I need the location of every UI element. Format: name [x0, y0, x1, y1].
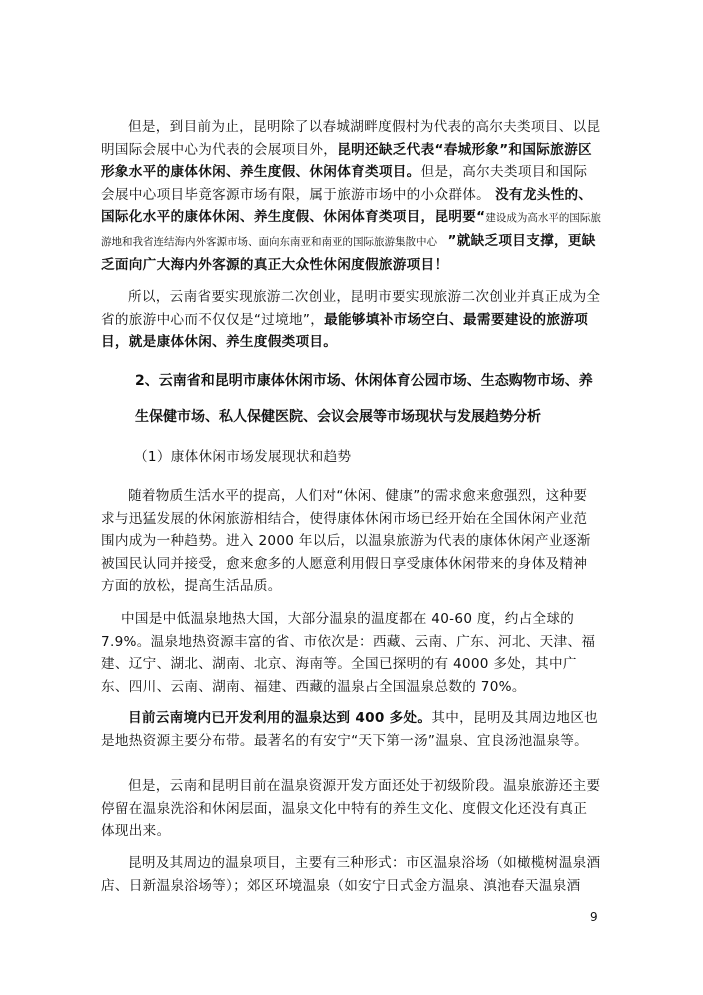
paragraph-7: 昆明及其周边的温泉项目，主要有三种形式：市区温泉浴场（如橄榄树温泉酒店、日新温泉浴场等）；郊区环境温泉（如安宁日式金方温泉、滇池春天温泉酒 [101, 855, 601, 894]
paragraph-2 [101, 286, 601, 354]
section-heading [101, 363, 621, 435]
p2-bold: 最能够填补市场空白、最需要建设的旅游项目，就是康体休闲、养生度假类项目。 [101, 311, 589, 351]
p1-bold-1: 昆明还缺乏代表“春城形象”和国际旅游区形象水平的康体休闲、养生度假、休闲体育类项目。 [101, 141, 592, 181]
p2-text: 所以，云南省要实现旅游二次创业，昆明市要实现旅游二次创业并真正成为全省的旅游中心而不仅仅是“过境地”， [101, 289, 601, 328]
p1-text-1: 但是，到目前为止，昆明除了以春城湖畔度假村为代表的高尔夫类项目、以昆明国际会展中心为代表的会展项目外， [101, 119, 601, 158]
paragraph-4: 中国是中低温泉地热大国，大部分温泉的温度都在 40-60 度，约占全球的 7.9%。温泉地热资源丰富的省、市依次是：西藏、云南、广东、河北、天津、福建、辽宁、湖北、湖南、北京、海南等。全国已探明的有 4000 多处，其中广东、四川、云南、湖南、福建、西藏的温泉占全国温泉总数的 70%。 [101, 611, 596, 695]
paragraph-3: 随着物质生活水平的提高，人们对“休闲、健康”的需求愈来愈强烈，这种要求与迅猛发展的休闲旅游相结合，使得康体休闲市场已经开始在全国休闲产业范围内成为一种趋势。进入 2000 年以后，以温泉旅游为代表的康体休闲产业逐渐被国民认同并接受，愈来愈多的人愿意利用假日享受康体休闲带来的身体及精神方面的放松，提高生活品质。 [101, 488, 591, 595]
paragraph-6: 但是，云南和昆明目前在温泉资源开发方面还处于初级阶段。温泉旅游还主要停留在温泉洗浴和休闲层面，温泉文化中特有的养生文化、度假文化还没有真正体现出来。 [101, 778, 601, 840]
p5-bold: 目前云南境内已开发利用的温泉达到 400 多处。 [128, 710, 432, 726]
paragraph-5 [101, 707, 601, 752]
p1-small-quote: 建设成为高水平的国际旅游地和我省连结海内外客源市场、面向东南亚和南亚的国际旅游集散中心 [101, 212, 601, 248]
p5-text: 其中，昆明及其周边地区也是地热资源主要分布带。最著名的有安宁“天下第一汤”温泉、宜良汤池温泉等。 [101, 710, 599, 749]
p1-bold-2: 没有龙头性的、国际化水平的康体休闲、养生度假、休闲体育类项目，昆明要“ [101, 186, 593, 226]
paragraph-1 [101, 116, 601, 276]
sub-heading: （1）康体休闲市场发展现状和趋势 [134, 449, 352, 465]
p1-bold-3: ”就缺乏项目支撑，更缺乏面向广大海内外客源的真正大众性休闲度假旅游项目！ [101, 232, 596, 273]
section-heading-line-2: 生保健市场、私人保健医院、会议会展等市场现状与发展趋势分析 [135, 409, 541, 425]
page-number: 9 [590, 910, 598, 924]
p1-text-2: 但是，高尔夫类项目和国际会展中心项目毕竟客源市场有限，属于旅游市场中的小众群体。 [101, 164, 588, 203]
section-heading-line-1: 2、云南省和昆明市康体休闲市场、休闲体育公园市场、生态购物市场、养 [135, 373, 593, 389]
